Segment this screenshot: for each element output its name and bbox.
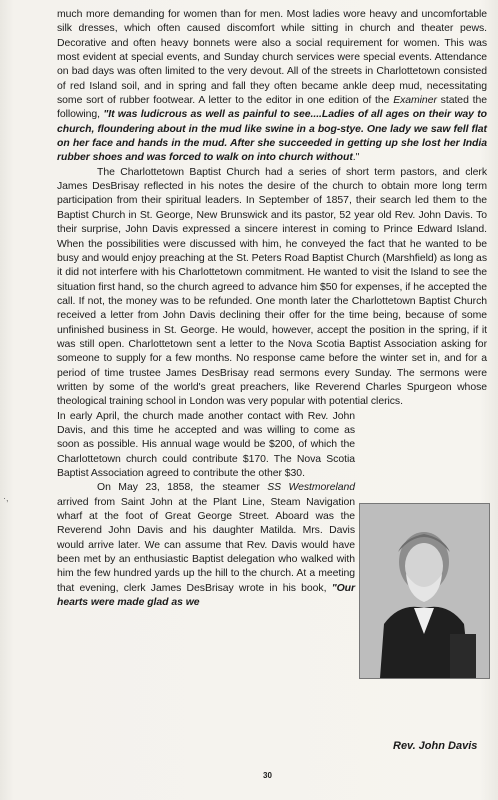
paragraph-3: On May 23, 1858, the steamer SS Westmoreland arrived from Saint John at the Plant Line, Steam Navigation wharf at the foot of Great George Street. Aboard was the Reverend John Davis and his daughter Matilda. Mrs. Davis would arrive later. We can assume that Rev. Davis would have been met by an enthusiastic Baptist delegation who walked with him the few hundred yards up the hill to the church. At a meeting that evening, clerk James DesBrisay wrote in his book, "Our hearts were made glad as we [57,482,355,609]
paragraph-2-wrap: In early April, the church made another contact with Rev. John Davis, and this time he accepted and was willing to come as soon as possible. His annual wage would be $200, of which the Charlottetown church could contribute $170. The Nova Scotia Baptist Association agreed to contribute the other $30. [57,410,355,479]
portrait-photo [359,503,490,679]
paragraph-1: much more demanding for women than for men. Most ladies wore heavy and uncomfortable silk dresses, which often caused discomfort while sitting in church and theater pews. Decorative and often heavy bonnets were also a social requirement for women. This was most evident at special events, and Sunday church services were special events. Attendance on bad days was often limited to the very devout. All of the streets in Charlottetown consisted of red Island soil, and in spring and fall they often became ankle deep mud, necessitating some sort of rubber footwear. A letter to the editor in one edition of the Examiner stated the following, "It was ludicrous as well as painful to see....Ladies of all ages on their way to church, floundering about in the mud like swine in a bog-stye. One lady we saw fell flat on her face and hands in the mud. After she succeeded in getting up she lost her India rubber shoes and was forced to walk on into church without." [57,9,487,164]
quote-desbrisay: "Our hearts were made glad as we [57,582,355,609]
paragraph-2: The Charlottetown Baptist Church had a series of short term pastors, and clerk James DesBrisay reflected in his notes the desire of the church to obtain more long term participation from their spiritual leaders. In September of 1857, their search led them to the Baptist Church in St. George, New Brunswick and its pastor, 52 year old Rev. John Davis. To their surprise, John Davis expressed a sincere interest in coming to Prince Edward Island. When the possibilities were discussed with him, he conveyed the fact that he wanted to be busy and would enjoy preaching at the St. Peters Road Baptist Church (Marshfield) as long as it did not interfere with his Charlottetown commitment. He wanted to visit the Island to see the situation first hand, so the church agreed to advance him $50 for expenses, if he accepted the call. If not, the money was to be refunded. One month later the Charlottetown Baptist Church received a letter from John Davis declining their offer for the time being, because of some unfinished business in St. George. He would, however, accept the position in the spring, if it was still open. Charlottetown sent a letter to the Nova Scotia Baptist Association asking for someone to supply for a few months. No response came before the winter set in, and for a period of time trustee James DesBrisay read sermons every Sunday. The sermons were written by some of the world's great preachers, like Reverend Charles Spurgeon whose theological training school in London was very popular with potential clerics. [57,166,487,408]
page-number: 30 [263,771,272,780]
portrait-image [360,504,489,678]
quote-examiner: "It was ludicrous as well as painful to see....Ladies of all ages on their way to church, floundering about in the mud like swine in a bog-stye. One lady we saw fell flat on her face and hands in the mud. After she succeeded in getting up she lost her India rubber shoes and was forced to walk on into church without [57,109,487,164]
margin-mark: ·, [3,493,9,503]
photo-caption: Rev. John Davis [393,740,478,752]
